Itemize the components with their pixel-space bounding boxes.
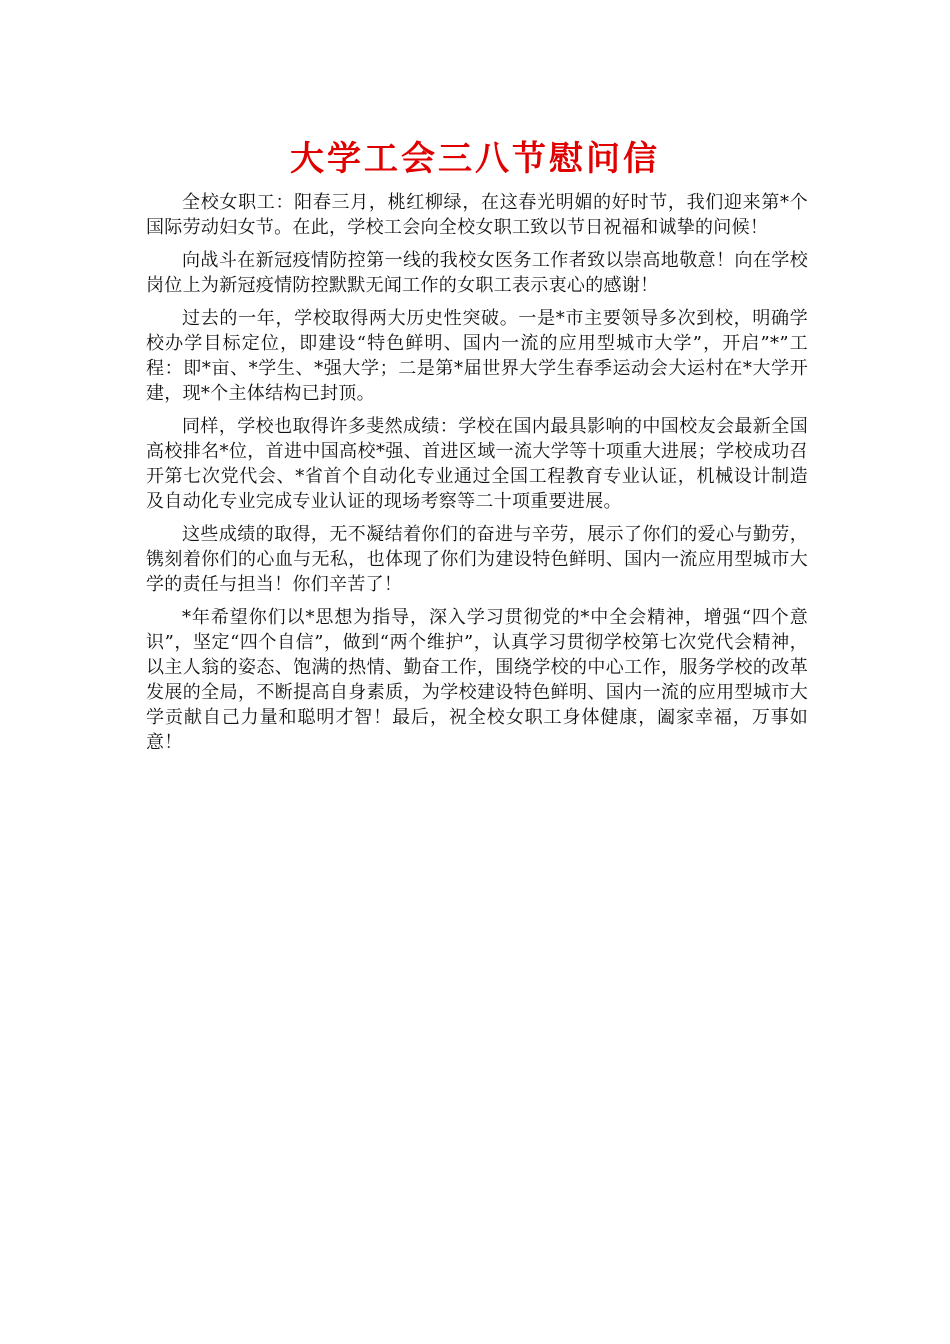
paragraph-tribute: 向战斗在新冠疫情防控第一线的我校女医务工作者致以崇高地敬意！向在学校岗位上为新冠疫情防控默默无闻工作的女职工表示衷心的感谢！ xyxy=(146,250,808,296)
document-title: 大学工会三八节慰问信 xyxy=(290,139,660,179)
paragraph-thanks: 这些成绩的取得，无不凝结着你们的奋进与辛劳，展示了你们的爱心与勤劳，镌刻着你们的心血与无私，也体现了你们为建设特色鲜明、国内一流应用型城市大学的责任与担当！你们辛苦了！ xyxy=(146,524,808,595)
document-body xyxy=(146,190,808,763)
paragraph-breakthroughs: 过去的一年，学校取得两大历史性突破。一是*市主要领导多次到校，明确学校办学目标定位，即建设“特色鲜明、国内一流的应用型城市大学”，开启”*”工程：即*亩、*学生、*强大学；二是第*届世界大学生春季运动会大运村在*大学开建，现*个主体结构已封顶。 xyxy=(146,308,808,404)
paragraph-wishes: *年希望你们以*思想为指导，深入学习贯彻党的*中全会精神，增强“四个意识”，坚定“四个自信”，做到“两个维护”，认真学习贯彻学校第七次党代会精神，以主人翁的姿态、饱满的热情、勤奋工作，围绕学校的中心工作，服务学校的改革发展的全局，不断提高自身素质，为学校建设特色鲜明、国内一流的应用型城市大学贡献自己力量和聪明才智！最后，祝全校女职工身体健康，阖家幸福，万事如意！ xyxy=(146,607,808,753)
paragraph-achievements: 同样，学校也取得许多斐然成绩：学校在国内最具影响的中国校友会最新全国高校排名*位，首进中国高校*强、首进区域一流大学等十项重大进展；学校成功召开第七次党代会、*省首个自动化专业通过全国工程教育专业认证，机械设计制造及自动化专业完成专业认证的现场考察等二十项重要进展。 xyxy=(146,416,808,512)
paragraph-greeting: 全校女职工：阳春三月，桃红柳绿，在这春光明媚的好时节，我们迎来第*个国际劳动妇女节。在此，学校工会向全校女职工致以节日祝福和诚挚的问候！ xyxy=(146,192,808,238)
